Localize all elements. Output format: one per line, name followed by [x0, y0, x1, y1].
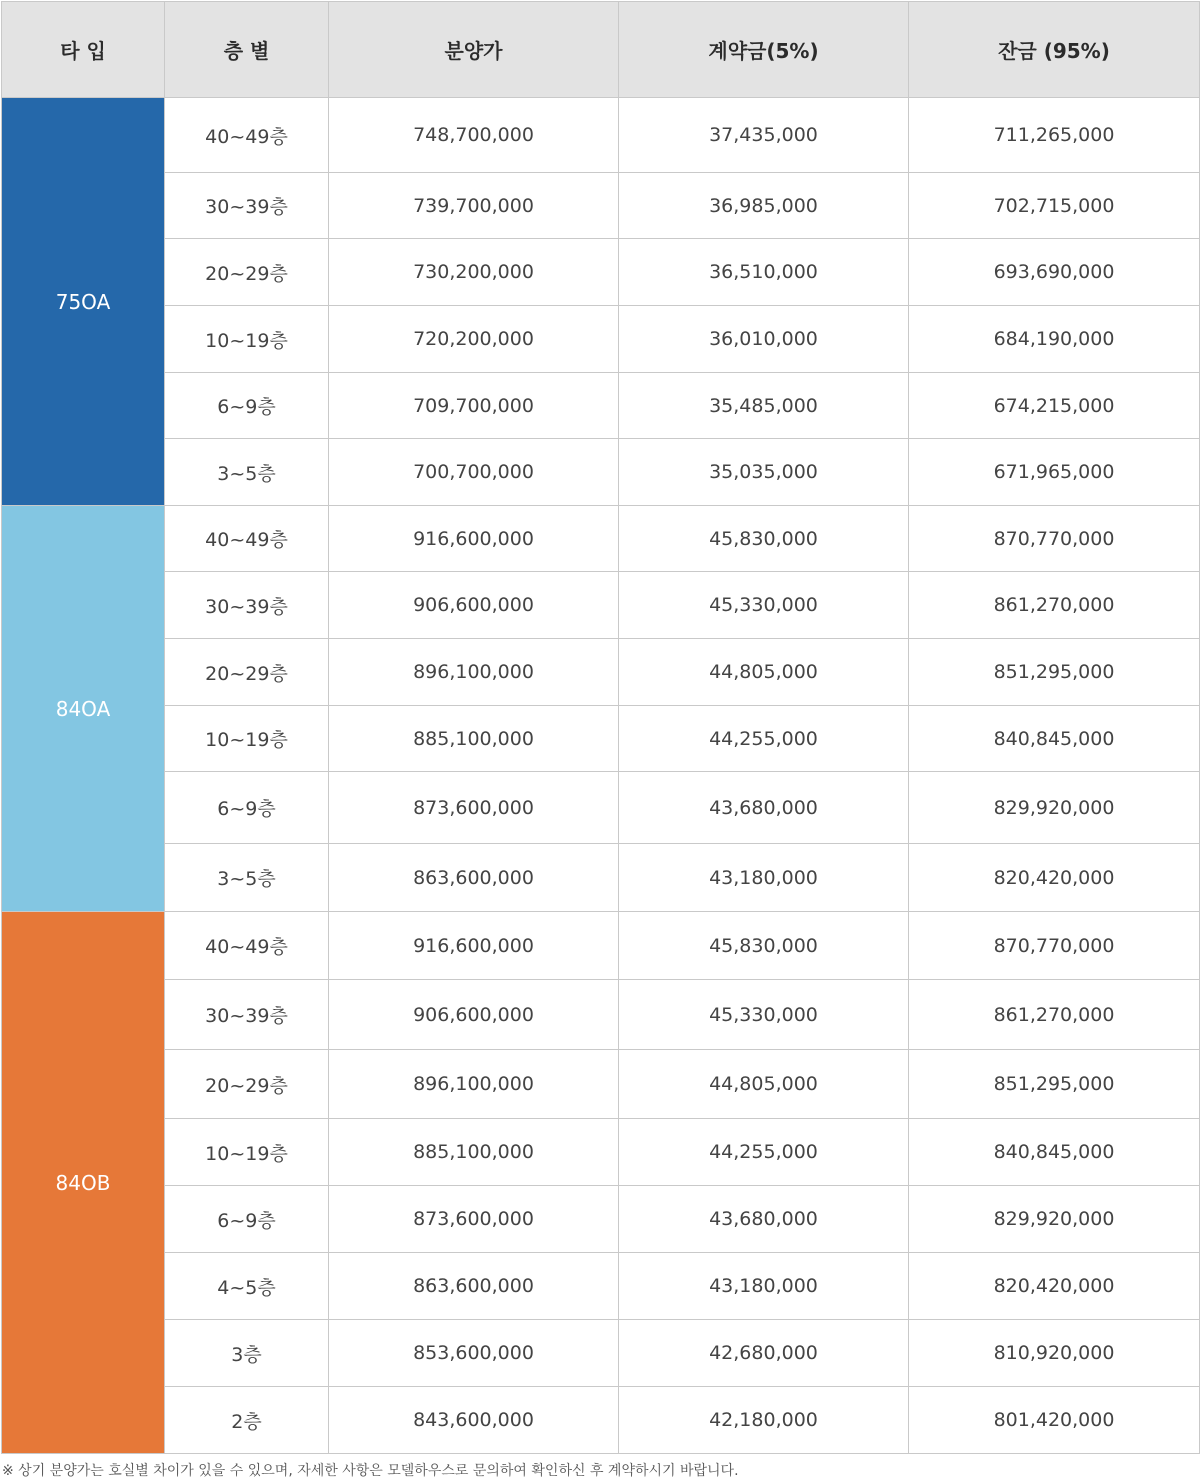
- table-row: [2, 572, 1200, 639]
- balance-cell: 702,715,000: [909, 173, 1200, 239]
- deposit-cell: 43,180,000: [619, 1253, 909, 1320]
- table-row: [2, 506, 1200, 572]
- deposit-cell: 35,035,000: [619, 439, 909, 506]
- balance-cell: 840,845,000: [909, 706, 1200, 772]
- price-cell: 843,600,000: [329, 1387, 619, 1454]
- table-row: [2, 1253, 1200, 1320]
- price-table: [1, 1, 1200, 1454]
- floor-cell: 10~19층: [165, 706, 329, 772]
- type-cell: 75OA: [2, 98, 165, 506]
- table-row: [2, 1387, 1200, 1454]
- table-row: [2, 306, 1200, 373]
- floor-cell: 40~49층: [165, 98, 329, 173]
- header-floor: 층 별: [165, 2, 329, 98]
- deposit-cell: 43,680,000: [619, 1186, 909, 1253]
- price-cell: 700,700,000: [329, 439, 619, 506]
- floor-cell: 3~5층: [165, 844, 329, 912]
- floor-cell: 2층: [165, 1387, 329, 1454]
- balance-cell: 861,270,000: [909, 980, 1200, 1050]
- price-cell: 906,600,000: [329, 572, 619, 639]
- deposit-cell: 44,255,000: [619, 706, 909, 772]
- deposit-cell: 42,680,000: [619, 1320, 909, 1387]
- balance-cell: 693,690,000: [909, 239, 1200, 306]
- balance-cell: 820,420,000: [909, 1253, 1200, 1320]
- balance-cell: 870,770,000: [909, 912, 1200, 980]
- table-body: [2, 98, 1200, 1454]
- type-cell: 84OA: [2, 506, 165, 912]
- balance-cell: 870,770,000: [909, 506, 1200, 572]
- floor-cell: 10~19층: [165, 1119, 329, 1186]
- deposit-cell: 42,180,000: [619, 1387, 909, 1454]
- floor-cell: 30~39층: [165, 173, 329, 239]
- price-cell: 873,600,000: [329, 1186, 619, 1253]
- balance-cell: 829,920,000: [909, 1186, 1200, 1253]
- floor-cell: 40~49층: [165, 506, 329, 572]
- table-row: [2, 706, 1200, 772]
- deposit-cell: 45,830,000: [619, 506, 909, 572]
- header-row: [2, 2, 1200, 98]
- type-cell: 84OB: [2, 912, 165, 1454]
- header-deposit: 계약금(5%): [619, 2, 909, 98]
- table-row: [2, 980, 1200, 1050]
- floor-cell: 6~9층: [165, 373, 329, 439]
- price-cell: 885,100,000: [329, 706, 619, 772]
- deposit-cell: 45,330,000: [619, 572, 909, 639]
- deposit-cell: 37,435,000: [619, 98, 909, 173]
- floor-cell: 30~39층: [165, 572, 329, 639]
- table-row: [2, 439, 1200, 506]
- footnote: ※ 상기 분양가는 호실별 차이가 있을 수 있으며, 자세한 사항은 모델하우스로 문의하여 확인하신 후 계약하시기 바랍니다.: [2, 1463, 739, 1479]
- floor-cell: 6~9층: [165, 772, 329, 844]
- balance-cell: 801,420,000: [909, 1387, 1200, 1454]
- balance-cell: 851,295,000: [909, 639, 1200, 706]
- price-cell: 885,100,000: [329, 1119, 619, 1186]
- table-row: [2, 844, 1200, 912]
- deposit-cell: 45,330,000: [619, 980, 909, 1050]
- price-cell: 730,200,000: [329, 239, 619, 306]
- table-row: [2, 173, 1200, 239]
- deposit-cell: 43,180,000: [619, 844, 909, 912]
- deposit-cell: 44,805,000: [619, 1050, 909, 1119]
- price-cell: 863,600,000: [329, 844, 619, 912]
- floor-cell: 3~5층: [165, 439, 329, 506]
- header-balance: 잔금 (95%): [909, 2, 1200, 98]
- table-row: [2, 373, 1200, 439]
- balance-cell: 684,190,000: [909, 306, 1200, 373]
- deposit-cell: 36,010,000: [619, 306, 909, 373]
- floor-cell: 20~29층: [165, 1050, 329, 1119]
- deposit-cell: 36,510,000: [619, 239, 909, 306]
- price-cell: 720,200,000: [329, 306, 619, 373]
- header-price: 분양가: [329, 2, 619, 98]
- price-cell: 739,700,000: [329, 173, 619, 239]
- balance-cell: 861,270,000: [909, 572, 1200, 639]
- deposit-cell: 35,485,000: [619, 373, 909, 439]
- price-cell: 916,600,000: [329, 506, 619, 572]
- floor-cell: 20~29층: [165, 639, 329, 706]
- table-row: [2, 98, 1200, 173]
- price-cell: 853,600,000: [329, 1320, 619, 1387]
- balance-cell: 820,420,000: [909, 844, 1200, 912]
- deposit-cell: 45,830,000: [619, 912, 909, 980]
- deposit-cell: 44,805,000: [619, 639, 909, 706]
- deposit-cell: 44,255,000: [619, 1119, 909, 1186]
- floor-cell: 10~19층: [165, 306, 329, 373]
- deposit-cell: 36,985,000: [619, 173, 909, 239]
- table-row: [2, 1119, 1200, 1186]
- table-header: [2, 2, 1200, 98]
- header-type: 타 입: [2, 2, 165, 98]
- price-cell: 906,600,000: [329, 980, 619, 1050]
- balance-cell: 851,295,000: [909, 1050, 1200, 1119]
- table-row: [2, 239, 1200, 306]
- table-row: [2, 1186, 1200, 1253]
- table-row: [2, 772, 1200, 844]
- balance-cell: 671,965,000: [909, 439, 1200, 506]
- floor-cell: 30~39층: [165, 980, 329, 1050]
- table-row: [2, 1320, 1200, 1387]
- price-cell: 873,600,000: [329, 772, 619, 844]
- deposit-cell: 43,680,000: [619, 772, 909, 844]
- price-cell: 896,100,000: [329, 639, 619, 706]
- floor-cell: 4~5층: [165, 1253, 329, 1320]
- balance-cell: 711,265,000: [909, 98, 1200, 173]
- balance-cell: 810,920,000: [909, 1320, 1200, 1387]
- price-cell: 709,700,000: [329, 373, 619, 439]
- table-row: [2, 912, 1200, 980]
- balance-cell: 829,920,000: [909, 772, 1200, 844]
- table-row: [2, 1050, 1200, 1119]
- price-cell: 916,600,000: [329, 912, 619, 980]
- price-cell: 863,600,000: [329, 1253, 619, 1320]
- floor-cell: 3층: [165, 1320, 329, 1387]
- balance-cell: 674,215,000: [909, 373, 1200, 439]
- floor-cell: 40~49층: [165, 912, 329, 980]
- balance-cell: 840,845,000: [909, 1119, 1200, 1186]
- price-cell: 748,700,000: [329, 98, 619, 173]
- table-row: [2, 639, 1200, 706]
- floor-cell: 6~9층: [165, 1186, 329, 1253]
- price-cell: 896,100,000: [329, 1050, 619, 1119]
- floor-cell: 20~29층: [165, 239, 329, 306]
